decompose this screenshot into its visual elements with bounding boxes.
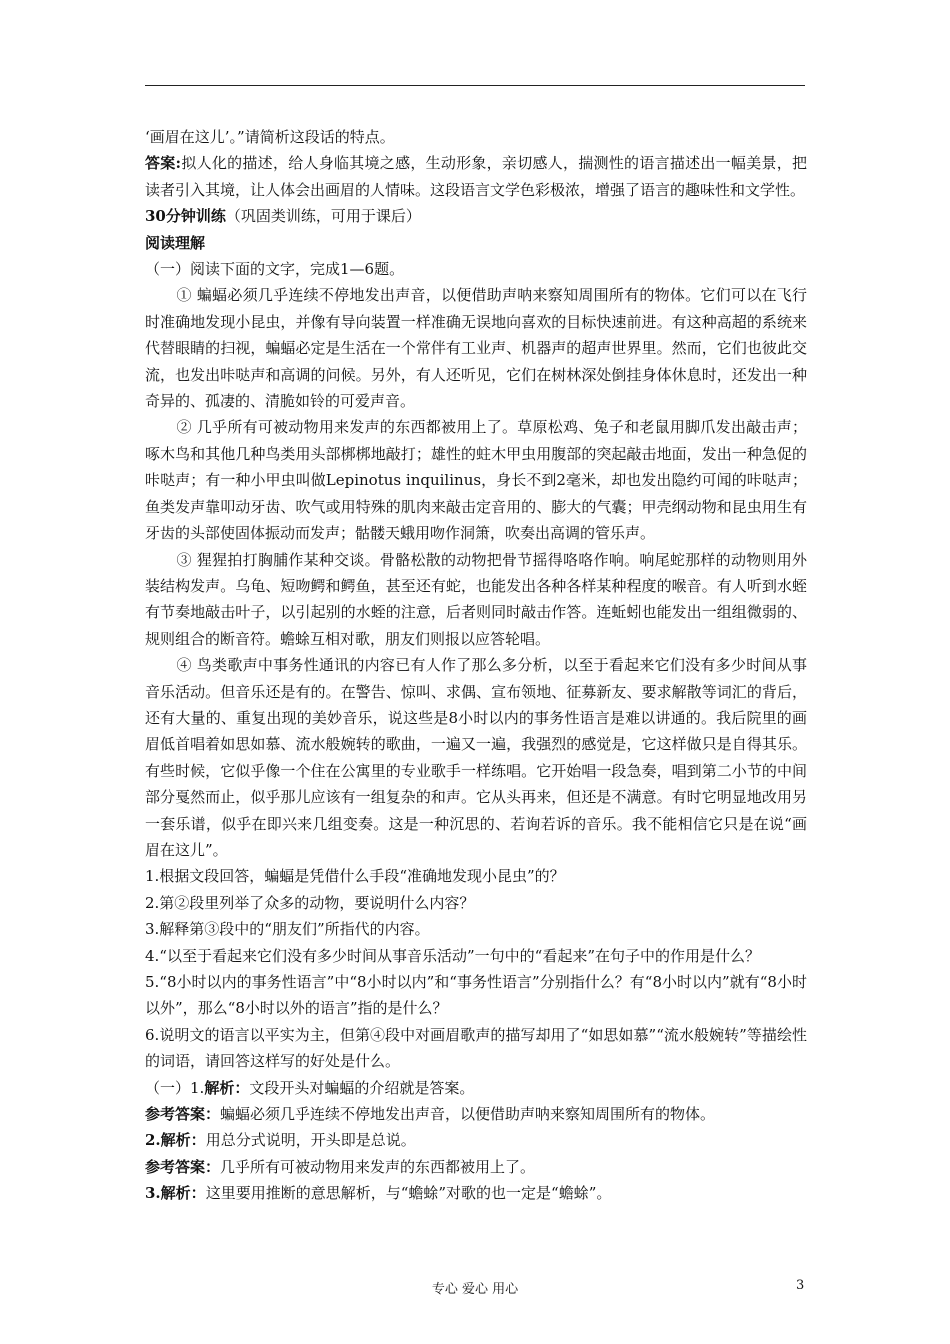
paragraph-4: ④ 鸟类歌声中事务性通讯的内容已有人作了那么多分析，以至于看起来它们没有多少时间从事音乐活动。但音乐还是有的。在警告、惊叫、求偶、宣布领地、征募新友、要求解散等词汇的背后，还有大量的、重复出现的美妙音乐，说这些是8小时以内的事务性语言是难以讲通的。我后院里的画眉低首唱着如思如慕、流水般婉转的歌曲，一遍又一遍，我强烈的感觉是，它这样做只是自得其乐。有些时候，它似乎像一个住在公寓里的专业歌手一样练唱。它开始唱一段急奏，唱到第二小节的中间部分戛然而止，似乎那儿应该有一组复杂的和声。它从头再来，但还是不满意。有时它明显地改用另一套乐谱，似乎在即兴来几组变奏。这是一种沉思的、若询若诉的音乐。我不能相信它只是在说“画眉在这儿”。 (145, 656, 807, 859)
reference-2 (145, 1154, 807, 1180)
section-heading (145, 203, 807, 229)
intro-answer (145, 150, 807, 203)
reference-2-label: 参考答案： (145, 1157, 221, 1176)
section-title: 30分钟训练 (145, 207, 226, 226)
question-5: 5.“8小时以内的事务性语言”中“8小时以内”和“事务性语言”分别指什么？有“8小时以内”就有“8小时以外”，那么“8小时以外的语言”指的是什么？ (145, 973, 807, 1018)
paragraph-2: ② 几乎所有可被动物用来发声的东西都被用上了。草原松鸡、兔子和老鼠用脚爪发出敲击声；啄木鸟和其他几种鸟类用头部梆梆地敲打；雄性的蛀木甲虫用腹部的突起敲击地面，发出一种急促的咔哒声；有一种小甲虫叫做Lepinotus inquilinus，身长不到2毫米，却也发出隐约可闻的咔哒声；鱼类发声靠叩动牙齿、吹气或用特殊的肌肉来敲击定音用的、膨大的气囊；甲壳纲动物和昆虫用生有牙齿的头部使固体振动而发声；骷髅天蛾用吻作洞箫，吹奏出高调的管乐声。 (145, 418, 807, 543)
solution-1 (145, 1075, 807, 1101)
paragraph-1: ① 蝙蝠必须几乎连续不停地发出声音，以便借助声呐来察知周围所有的物体。它们可以在飞行时准确地发现小昆虫，并像有导向装置一样准确无误地向喜欢的目标快速前进。有这种高超的系统来代替眼睛的扫视，蝙蝠必定是生活在一个常伴有工业声、机器声的超声世界里。然而，它们也彼此交流，也发出咔哒声和高调的问候。另外，有人还听见，它们在树林深处倒挂身体休息时，还发出一种奇异的、孤凄的、清脆如铃的可爱声音。 (145, 286, 807, 411)
header-rule (145, 85, 805, 86)
paragraph-3: ③ 猩猩拍打胸脯作某种交谈。骨骼松散的动物把骨节摇得咯咯作响。响尾蛇那样的动物则用外装结构发声。乌龟、短吻鳄和鳄鱼，甚至还有蛇，也能发出各种各样某种程度的喉音。有人听到水蛭有节奏地敲击叶子，以引起别的水蛭的注意，后者则同时敲击作答。连蚯蚓也能发出一组组微弱的、规则组合的断音符。蟾蜍互相对歌，朋友们则报以应答轮唱。 (145, 550, 807, 648)
solution-3-label: 解析： (160, 1184, 206, 1203)
reading-title: 阅读理解 (145, 233, 206, 252)
page-content (145, 124, 807, 1207)
footer-motto: 专心 爱心 用心 (431, 1282, 519, 1297)
reference-1-label: 参考答案： (145, 1105, 221, 1124)
question-1: 1.根据文段回答，蝙蝠是凭借什么手段“准确地发现小昆虫”的？ (145, 867, 565, 886)
solution-2-label: 解析： (160, 1131, 206, 1150)
solution-2-prefix: 2. (145, 1131, 161, 1150)
question-3: 3.解释第③段中的“朋友们”所指代的内容。 (145, 920, 430, 939)
intro-line: ‘画眉在这儿’。”请简析这段话的特点。 (145, 128, 395, 146)
solution-3-prefix: 3. (145, 1184, 161, 1203)
answer-label: 答案: (145, 154, 182, 173)
solution-2 (145, 1127, 807, 1153)
solution-1-label: 解析： (204, 1078, 250, 1097)
solution-2-text: 用总分式说明，开头即是总说。 (205, 1131, 416, 1150)
answer-text: 拟人化的描述，给人身临其境之感，生动形象，亲切感人，揣测性的语言描述出一幅美景，把读者引入其境，让人体会出画眉的人情味。这段语言文学色彩极浓，增强了语言的趣味性和文学性。 (145, 154, 807, 199)
solution-3 (145, 1180, 807, 1206)
reference-1-text: 蝙蝠必须几乎连续不停地发出声音，以便借助声呐来察知周围所有的物体。 (220, 1105, 716, 1124)
page-number: 3 (796, 1278, 805, 1293)
section-subtitle: （巩固类训练，可用于课后） (225, 207, 421, 226)
question-4: 4.“以至于看起来它们没有多少时间从事音乐活动”一句中的“看起来”在句子中的作用是什么？ (145, 946, 760, 965)
question-2: 2.第②段里列举了众多的动物，要说明什么内容？ (145, 893, 475, 912)
reference-1 (145, 1101, 807, 1127)
question-6: 6.说明文的语言以平实为主，但第④段中对画眉歌声的描写却用了“如思如慕”“流水般婉转”等描绘性的词语，请回答这样写的好处是什么。 (145, 1025, 807, 1071)
task-line: （一）阅读下面的文字，完成1—6题。 (145, 260, 405, 279)
solution-1-text: 文段开头对蝙蝠的介绍就是答案。 (249, 1078, 475, 1097)
solution-3-text: 这里要用推断的意思解析，与“蟾蜍”对歌的也一定是“蟾蜍”。 (205, 1184, 612, 1203)
solution-1-prefix: （一）1. (145, 1078, 205, 1097)
reference-2-text: 几乎所有可被动物用来发声的东西都被用上了。 (220, 1157, 536, 1176)
